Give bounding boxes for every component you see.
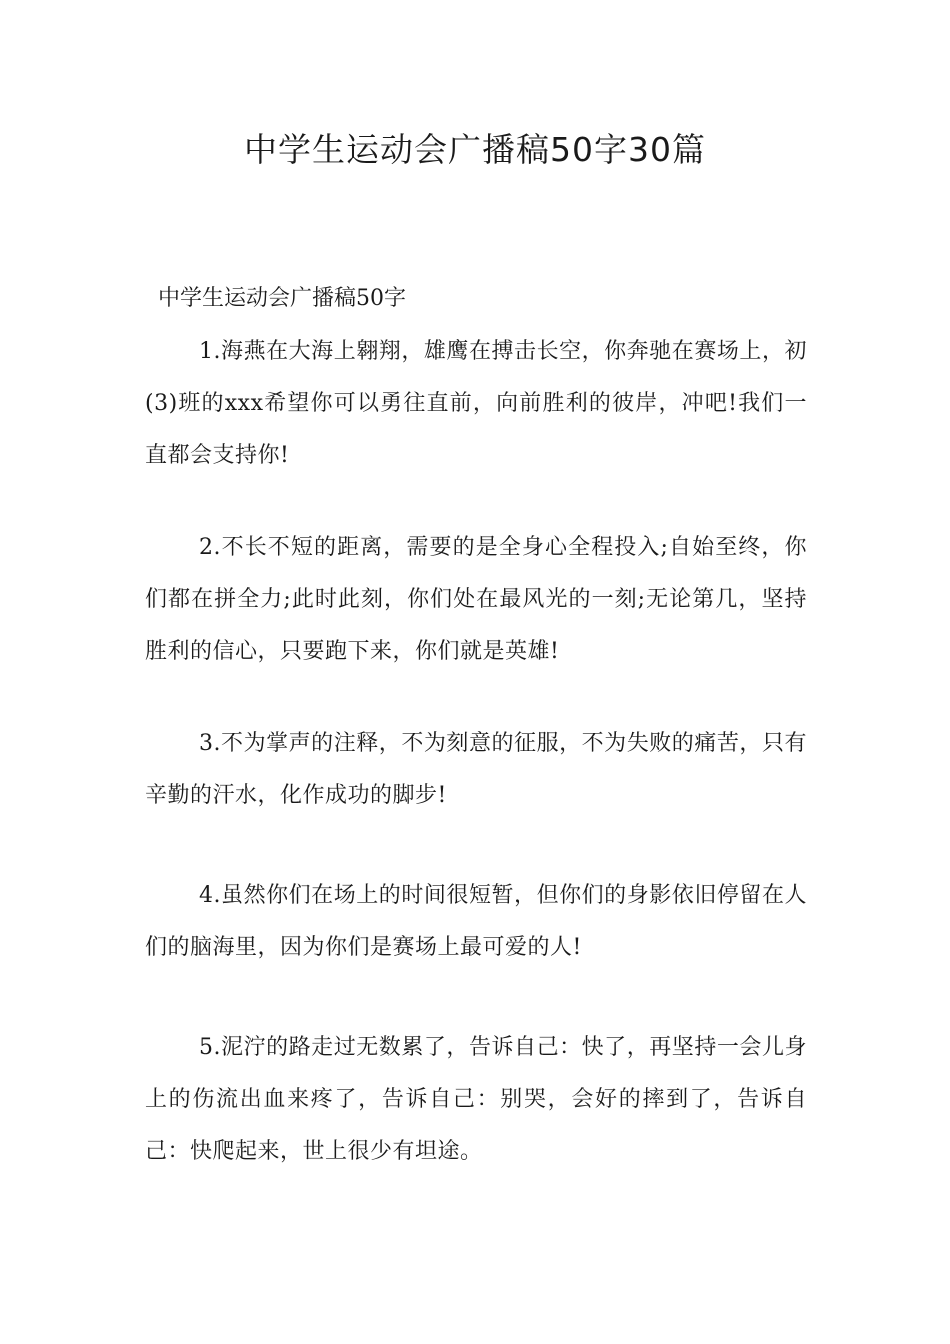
paragraph-2: 2.不长不短的距离，需要的是全身心全程投入;自始至终，你们都在拼全力;此时此刻，你们处在最风光的一刻;无论第几，坚持胜利的信心，只要跑下来，你们就是英雄! xyxy=(145,535,807,664)
section-heading: 中学生运动会广播稿50字 xyxy=(158,286,406,311)
paragraph-1: 1.海燕在大海上翱翔，雄鹰在搏击长空，你奔驰在赛场上，初(3)班的xxx希望你可以勇往直前，向前胜利的彼岸，冲吧!我们一直都会支持你! xyxy=(145,339,807,468)
paragraph-4: 4.虽然你们在场上的时间很短暂，但你们的身影依旧停留在人们的脑海里，因为你们是赛场上最可爱的人! xyxy=(145,883,807,960)
document-title: 中学生运动会广播稿50字30篇 xyxy=(244,130,706,169)
paragraph-5: 5.泥泞的路走过无数累了，告诉自己：快了，再坚持一会儿身上的伤流出血来疼了，告诉自己：别哭，会好的摔到了，告诉自己：快爬起来，世上很少有坦途。 xyxy=(145,1035,807,1164)
paragraph-3: 3.不为掌声的注释，不为刻意的征服，不为失败的痛苦，只有辛勤的汗水，化作成功的脚步! xyxy=(145,731,807,808)
